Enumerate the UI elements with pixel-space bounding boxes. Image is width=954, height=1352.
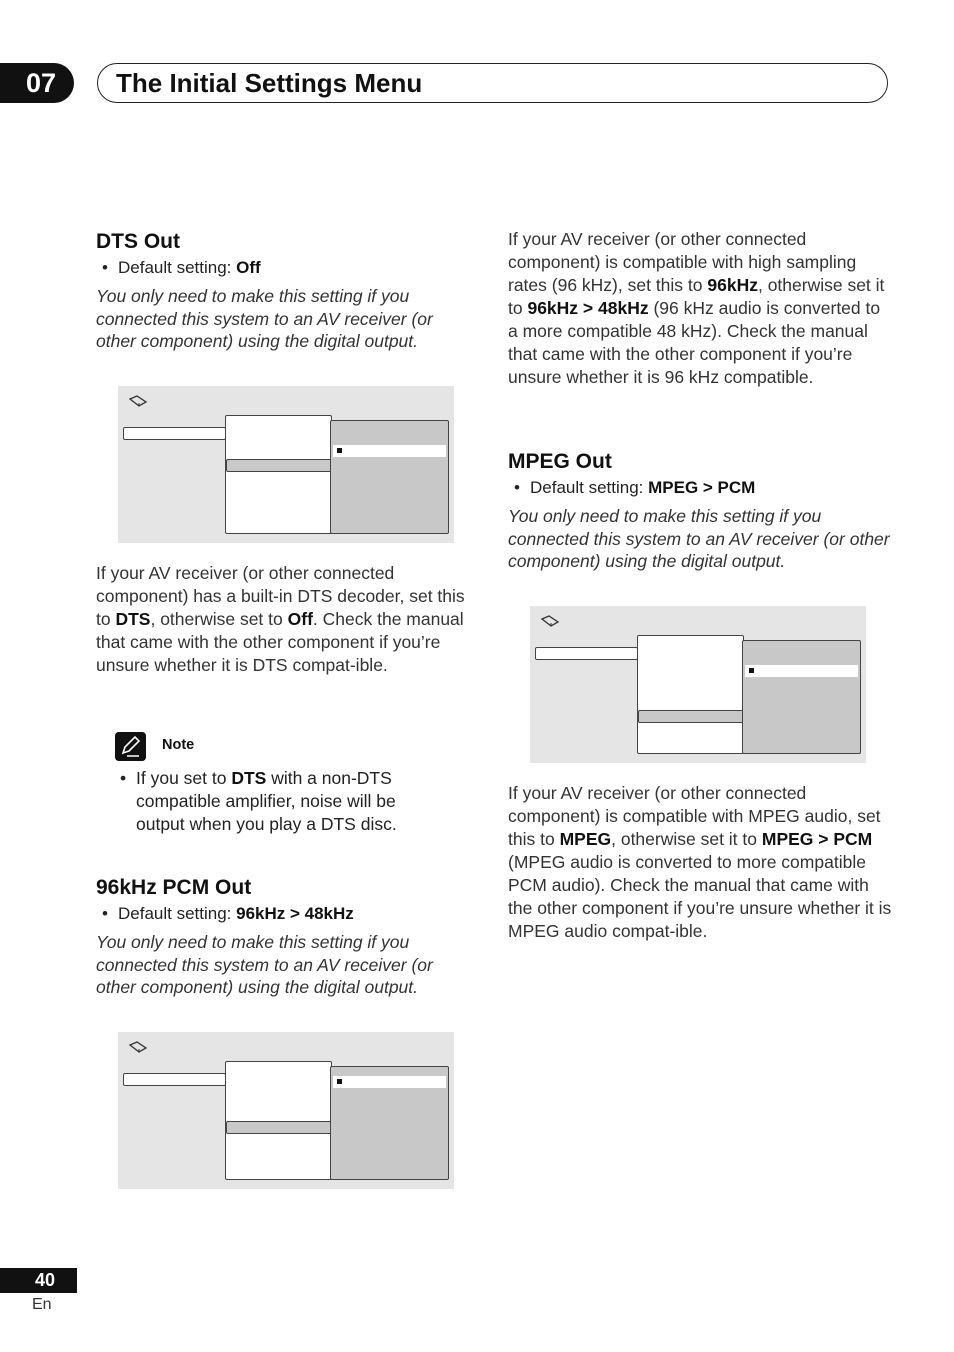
dts-intro: You only need to make this setting if you connected this system to an AV receiver (or other component) using the digital output. xyxy=(96,286,433,351)
page-number: 40 xyxy=(0,1268,77,1293)
default-label: Default setting: xyxy=(118,258,237,277)
text: If your AV receiver (or other connected component) has a built-in DTS decoder, set this to xyxy=(96,563,465,629)
note-bullet xyxy=(114,767,434,836)
menu-category-bar xyxy=(535,647,638,660)
header-bar xyxy=(97,63,888,103)
pcm-default xyxy=(96,902,476,925)
menu-category-bar xyxy=(123,427,226,440)
mpeg-default xyxy=(508,476,893,499)
default-label: Default setting: xyxy=(530,478,649,497)
mpeg-intro: You only need to make this setting if you connected this system to an AV receiver (or other component) using the digital output. xyxy=(508,506,890,571)
note-label: Note xyxy=(162,737,195,753)
mpeg-paragraph xyxy=(508,782,893,943)
pencil-icon xyxy=(115,732,146,761)
menu-options-panel xyxy=(742,640,861,754)
text-bold: MPEG xyxy=(559,829,612,849)
default-value: Off xyxy=(236,258,261,277)
dts-menu-screen xyxy=(118,386,454,543)
menu-selected-setting xyxy=(226,1121,333,1134)
mpeg-body xyxy=(508,782,893,943)
text: with a non-DTS compatible amplifier, noise will be output when you play a DTS disc. xyxy=(136,768,397,834)
text: (MPEG audio is converted to more compatible PCM audio). Check the manual that came with the other component if you’re unsure whether it is MPEG audio compat-ible. xyxy=(508,852,892,941)
text-bold: DTS xyxy=(231,768,267,788)
text-bold: 96kHz xyxy=(707,275,758,295)
menu-selected-setting xyxy=(226,459,333,472)
default-value: 96kHz > 48kHz xyxy=(236,904,354,923)
disc-icon xyxy=(128,1041,148,1053)
text-bold: 96kHz > 48kHz xyxy=(527,298,649,318)
text: (96 kHz audio is converted to a more compatible 48 kHz). Check the manual that came with the other component if you’re unsure whether it is 96 kHz compatible. xyxy=(508,298,881,387)
page-title: The Initial Settings Menu xyxy=(116,68,423,98)
menu-settings-panel xyxy=(225,415,332,534)
square-bullet-icon xyxy=(749,668,754,673)
note-body xyxy=(114,767,434,836)
default-label: Default setting: xyxy=(118,904,237,923)
menu-selected-setting xyxy=(638,710,745,723)
text: , otherwise set to xyxy=(150,609,288,629)
pcm-menu-screen xyxy=(118,1032,454,1189)
disc-icon xyxy=(128,395,148,407)
text: . Check the manual that came with the other component if you’re unsure whether it is DTS compat-ible. xyxy=(96,609,464,675)
menu-options-panel xyxy=(330,420,449,534)
text-bold: DTS xyxy=(115,609,151,629)
pcm-intro: You only need to make this setting if you connected this system to an AV receiver (or other component) using the digital output. xyxy=(96,932,433,997)
mpeg-heading: MPEG Out xyxy=(508,450,612,473)
mpeg-menu-screen xyxy=(530,606,866,763)
menu-selected-option xyxy=(333,1076,446,1088)
text-bold: Off xyxy=(287,609,313,629)
dts-default xyxy=(96,256,476,279)
right-column xyxy=(508,228,893,389)
menu-selected-option xyxy=(333,445,446,457)
text: If your AV receiver (or other connected component) is compatible with MPEG audio, set this to xyxy=(508,783,881,849)
pcm-paragraph xyxy=(508,228,893,389)
pcm-section xyxy=(96,874,476,999)
default-value: MPEG > PCM xyxy=(648,478,756,497)
text: , otherwise set it to xyxy=(508,275,885,318)
dts-heading: DTS Out xyxy=(96,230,180,253)
text: If your AV receiver (or other connected component) is compatible with high sampling rates (96 kHz), set this to xyxy=(508,229,857,295)
menu-selected-option xyxy=(745,665,858,677)
mpeg-section xyxy=(508,448,893,573)
dts-paragraph xyxy=(96,562,476,677)
menu-category-bar xyxy=(123,1073,226,1086)
text: If you set to xyxy=(136,768,232,788)
square-bullet-icon xyxy=(337,448,342,453)
disc-icon xyxy=(540,615,560,627)
text: , otherwise set it to xyxy=(611,829,762,849)
text-bold: MPEG > PCM xyxy=(761,829,873,849)
chapter-number: 07 xyxy=(0,63,74,103)
language-code: En xyxy=(32,1296,52,1313)
square-bullet-icon xyxy=(337,1079,342,1084)
pcm-heading: 96kHz PCM Out xyxy=(96,876,252,899)
left-column xyxy=(96,228,476,353)
dts-body xyxy=(96,562,476,677)
menu-settings-panel xyxy=(637,635,744,754)
